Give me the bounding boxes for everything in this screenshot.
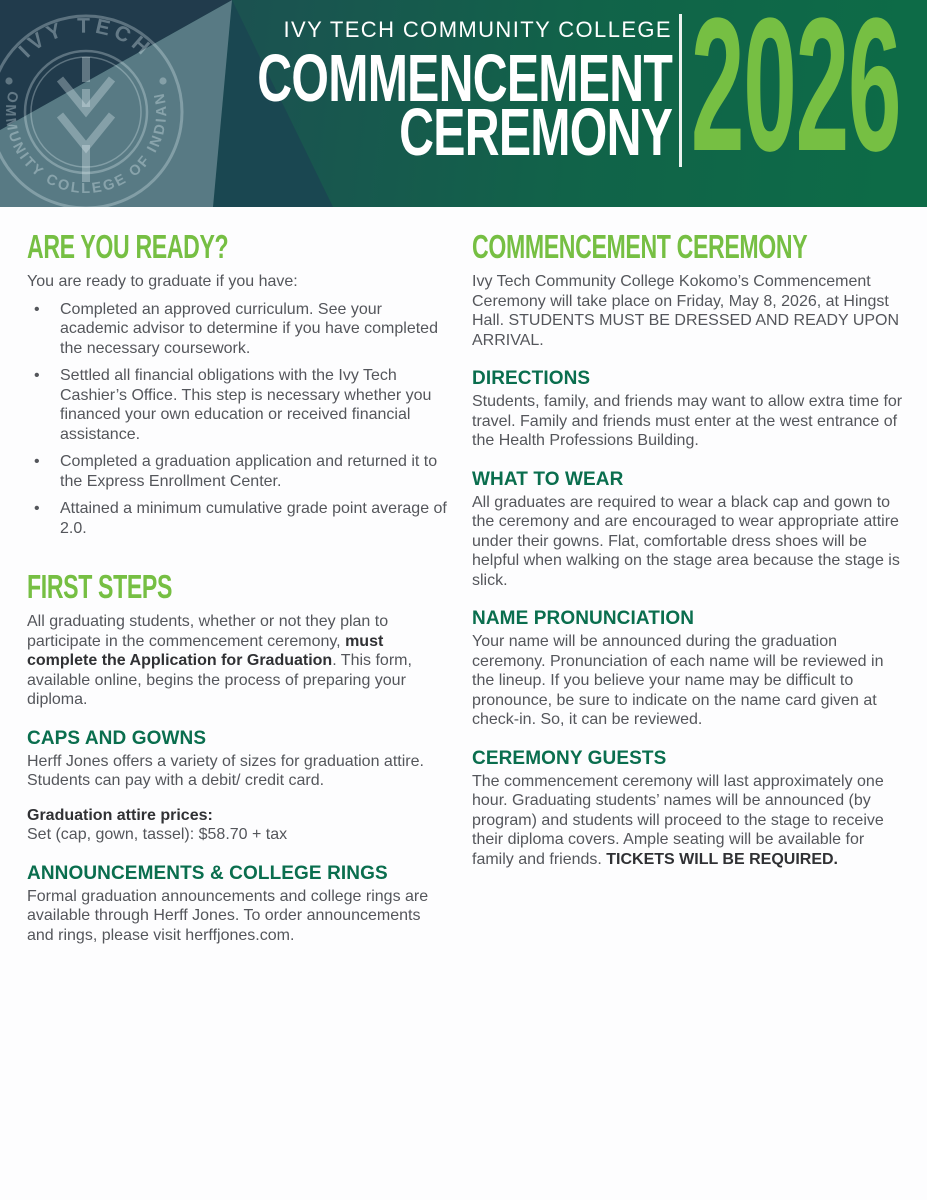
attire-prices-block bbox=[27, 806, 451, 845]
right-column bbox=[472, 230, 904, 869]
list-item: • Completed an approved curriculum. See your academic advisor to determine if you have completed the necessary coursework. bbox=[27, 300, 451, 359]
application-bold-text: must complete the Application for Graduation bbox=[27, 632, 384, 669]
directions-paragraph: Students, family, and friends may want to allow extra time for travel. Family and friends must enter at the west entrance of the Health Professions Building. bbox=[472, 393, 903, 449]
section-heading-first-steps: FIRST STEPS bbox=[27, 568, 173, 605]
header-college-name: IVY TECH COMMUNITY COLLEGE bbox=[283, 17, 672, 42]
header-vertical-divider bbox=[679, 14, 682, 167]
subheading-ceremony-guests: CEREMONY GUESTS bbox=[472, 747, 667, 769]
list-item: • Completed a graduation application and returned it to the Express Enrollment Center. bbox=[27, 452, 451, 491]
header-title-ceremony: CEREMONY bbox=[399, 95, 672, 170]
left-column bbox=[27, 230, 451, 945]
header-title-commencement: COMMENCEMENT bbox=[257, 41, 672, 116]
announcements-paragraph: Formal graduation announcements and college rings are available through Herff Jones. To order announcements and rings, please visit herffjones.com. bbox=[27, 887, 429, 944]
subheading-what-to-wear: WHAT TO WEAR bbox=[472, 468, 624, 490]
ceremony-guests-paragraph: The commencement ceremony will last approximately one hour. Graduating students’ names will be announced (by program) and students will proceed to the stage to receive their diploma covers. Ample seating will be available for family and friends. TICKETS WILL BE REQUIRED. bbox=[472, 772, 884, 868]
list-item: • Settled all financial obligations with the Ivy Tech Cashier’s Office. This step is necessary whether you financed your own education or received financial assistance. bbox=[27, 366, 451, 444]
subheading-directions: DIRECTIONS bbox=[472, 368, 591, 389]
subheading-name-pronunciation: NAME PRONUNCIATION bbox=[472, 608, 695, 629]
caps-and-gowns-paragraph: Herff Jones offers a variety of sizes for graduation attire. Students can pay with a debit/ credit card. bbox=[27, 752, 424, 789]
first-steps-paragraph: All graduating students, whether or not they plan to participate in the commencement ceremony, must complete the Application for Graduation. This form, available online, begins the process of preparing your diploma. bbox=[27, 613, 412, 708]
list-item: • Attained a minimum cumulative grade point average of 2.0. bbox=[27, 499, 451, 538]
are-you-ready-intro: You are ready to graduate if you have: bbox=[27, 273, 298, 290]
attire-prices-value: Set (cap, gown, tassel): $58.70 + tax bbox=[27, 826, 288, 843]
section-heading-commencement-ceremony: COMMENCEMENT CEREMONY bbox=[472, 228, 808, 265]
header-banner bbox=[0, 0, 927, 207]
attire-prices-label: Graduation attire prices: bbox=[27, 806, 213, 824]
ceremony-intro-paragraph: Ivy Tech Community College Kokomo’s Commencement Ceremony will take place on Friday, May 8, 2026, at Hingst Hall. STUDENTS MUST BE DRESSED AND READY UPON ARRIVAL. bbox=[472, 273, 900, 349]
subheading-announcements-rings: ANNOUNCEMENTS & COLLEGE RINGS bbox=[27, 862, 388, 884]
section-heading-are-you-ready: ARE YOU READY? bbox=[27, 228, 229, 265]
subheading-caps-and-gowns: CAPS AND GOWNS bbox=[27, 727, 207, 749]
name-pronunciation-paragraph: Your name will be announced during the graduation ceremony. Pronunciation of each name will be reviewed in the lineup. If you believe your name may be difficult to pronounce, be sure to indicate on the name card given at check-in. So, it can be reviewed. bbox=[472, 633, 884, 728]
tickets-required-bold-text: TICKETS WILL BE REQUIRED. bbox=[606, 850, 838, 868]
seal-bottom-text: COMMUNITY COLLEGE OF INDIANA bbox=[1, 89, 171, 198]
seal-top-text: IVY TECH bbox=[14, 14, 158, 63]
seal-dot-left bbox=[5, 77, 12, 84]
header-year: 2026 bbox=[691, 0, 901, 191]
readiness-checklist bbox=[27, 300, 451, 539]
what-to-wear-paragraph: All graduates are required to wear a black cap and gown to the ceremony and are encouraged to wear appropriate attire under their gowns. Flat, comfortable dress shoes will be helpful when walking on the stage area because the stage is slick. bbox=[472, 493, 900, 589]
